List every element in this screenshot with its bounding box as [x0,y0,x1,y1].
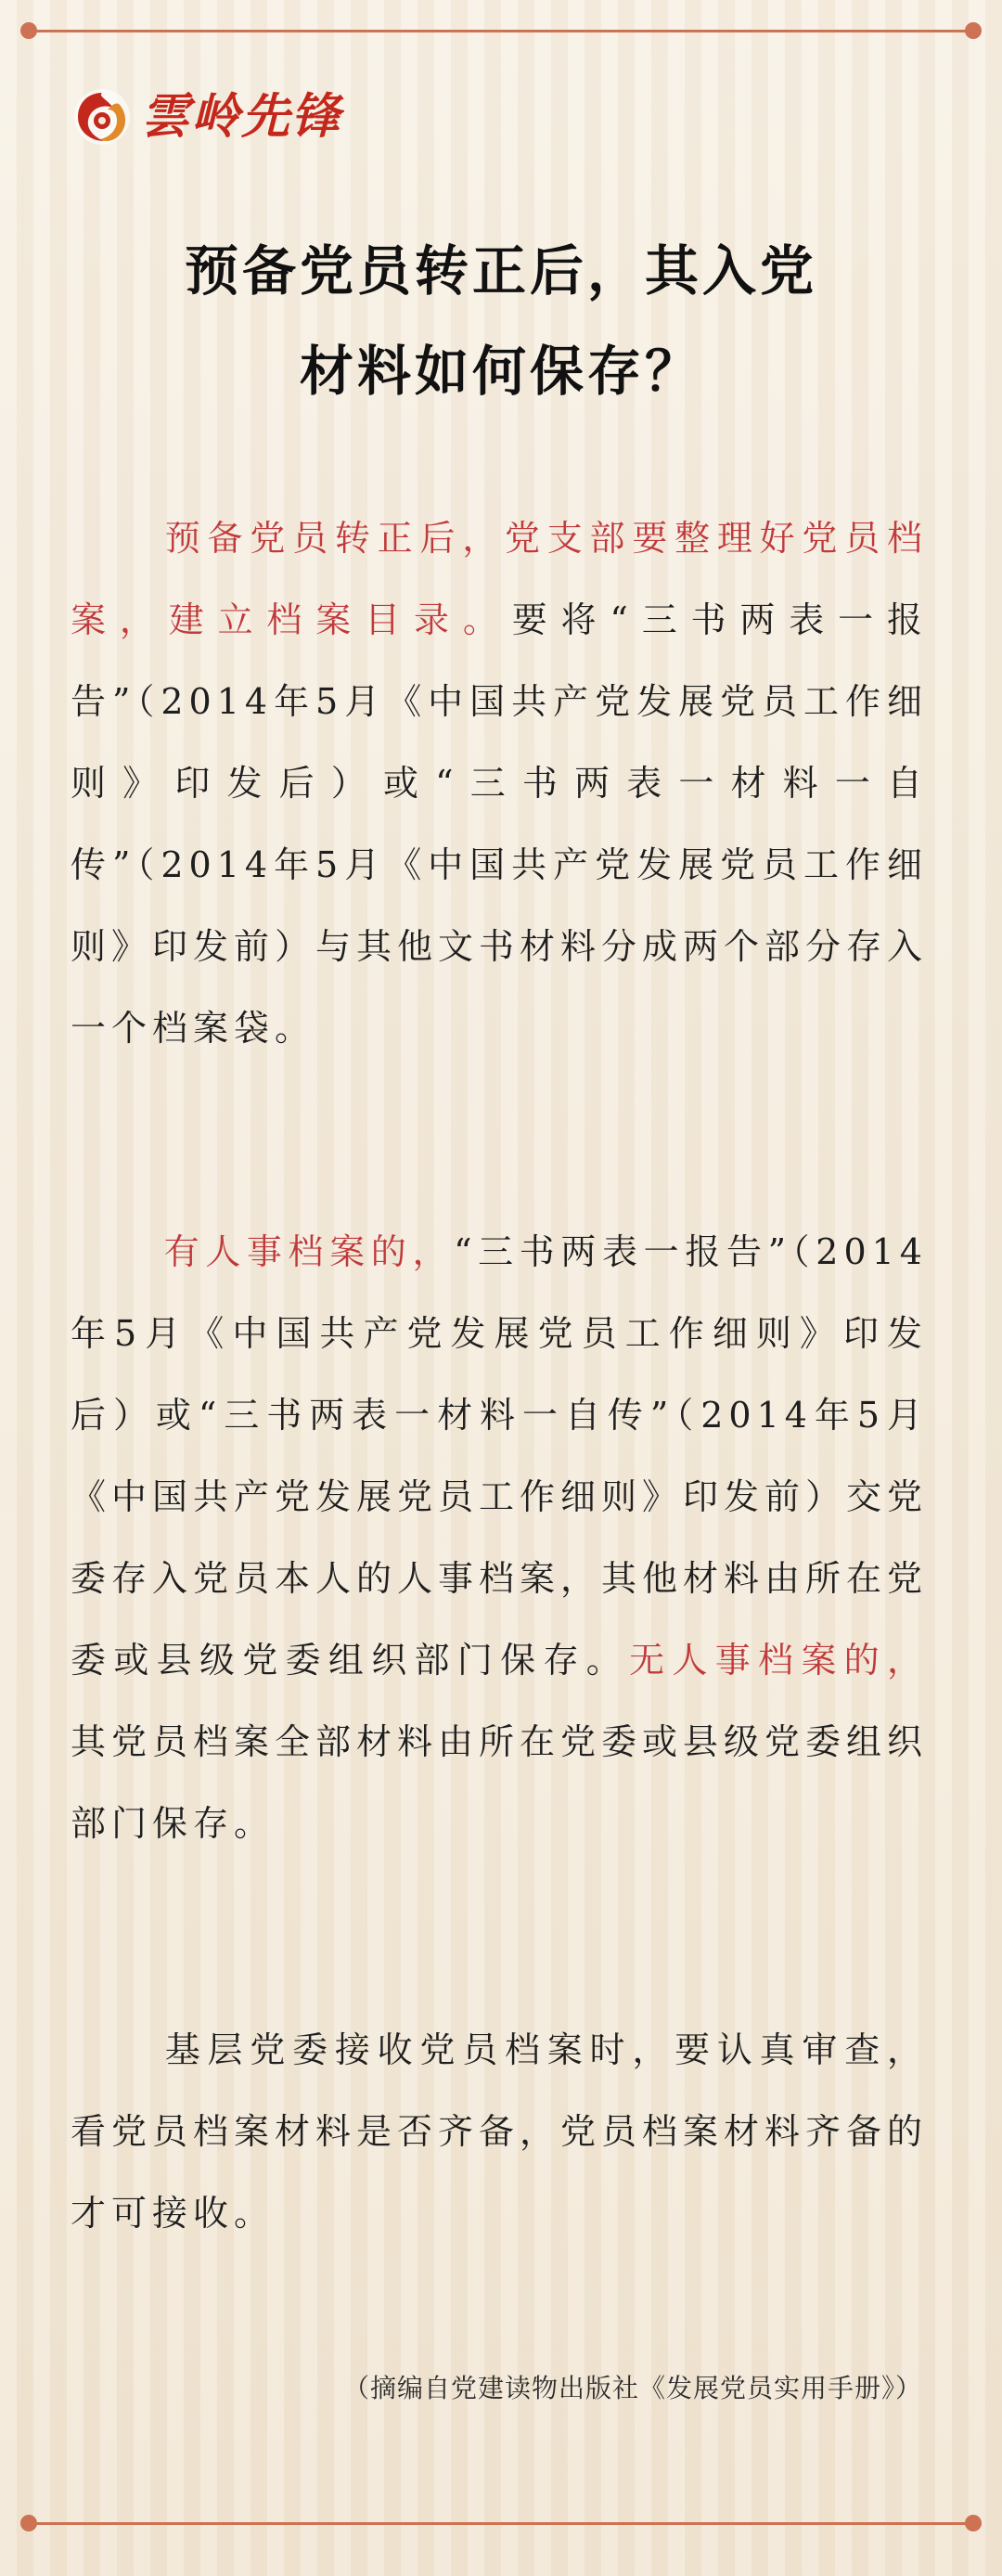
highlight-text: 预备党员转正后，党支部要整理好党员档案，建立档案目录。 [71,518,928,640]
top-border-line [35,30,967,32]
brand-logo-text: 雲岭先锋 [141,88,342,145]
paragraph-text: 其党员档案全部材料由所在党委或县级党委组织部门保存。 [71,1721,929,1844]
page-title [56,221,946,421]
bottom-border-line [35,2522,967,2525]
paragraph-text: 要将“三书两表一报告”（2014年5月《中国共产党发展党员工作细则》印发后）或“三书两表一材料一自传”（2014年5月《中国共产党发展党员工作细则》印发前）与其他文书材料分成两个部分存入一个档案袋。 [71,599,929,1049]
border-dot [965,22,982,39]
border-dot [20,22,37,39]
border-dot [965,2515,982,2531]
swirl-logo-icon [72,87,132,147]
highlight-text: 有人事档案的， [163,1231,455,1272]
title-line: 预备党员转正后，其入党 [184,239,817,303]
paragraph-archive-organization [71,497,928,1069]
paragraph-storage-rules [71,1211,928,1864]
title-line: 材料如何保存？ [299,340,702,403]
paragraph-review [71,2009,928,2254]
brand-logo [72,87,341,147]
paragraph-text: 基层党委接收党员档案时，要认真审查，看党员档案材料是否齐备，党员档案材料齐备的才可接收。 [71,2029,929,2234]
paragraph-text: “三书两表一报告”（2014年5月《中国共产党发展党员工作细则》印发后）或“三书两表一材料一自传”（2014年5月《中国共产党发展党员工作细则》印发前）交党委存入党员本人的人事档案，其他材料由所在党委或县级党委组织部门保存。 [71,1231,929,1681]
source-citation: （摘编自党建读物出版社《发展党员实用手册》） [342,2373,922,2403]
border-dot [20,2515,37,2531]
highlight-text: 无人事档案的， [629,1640,928,1681]
